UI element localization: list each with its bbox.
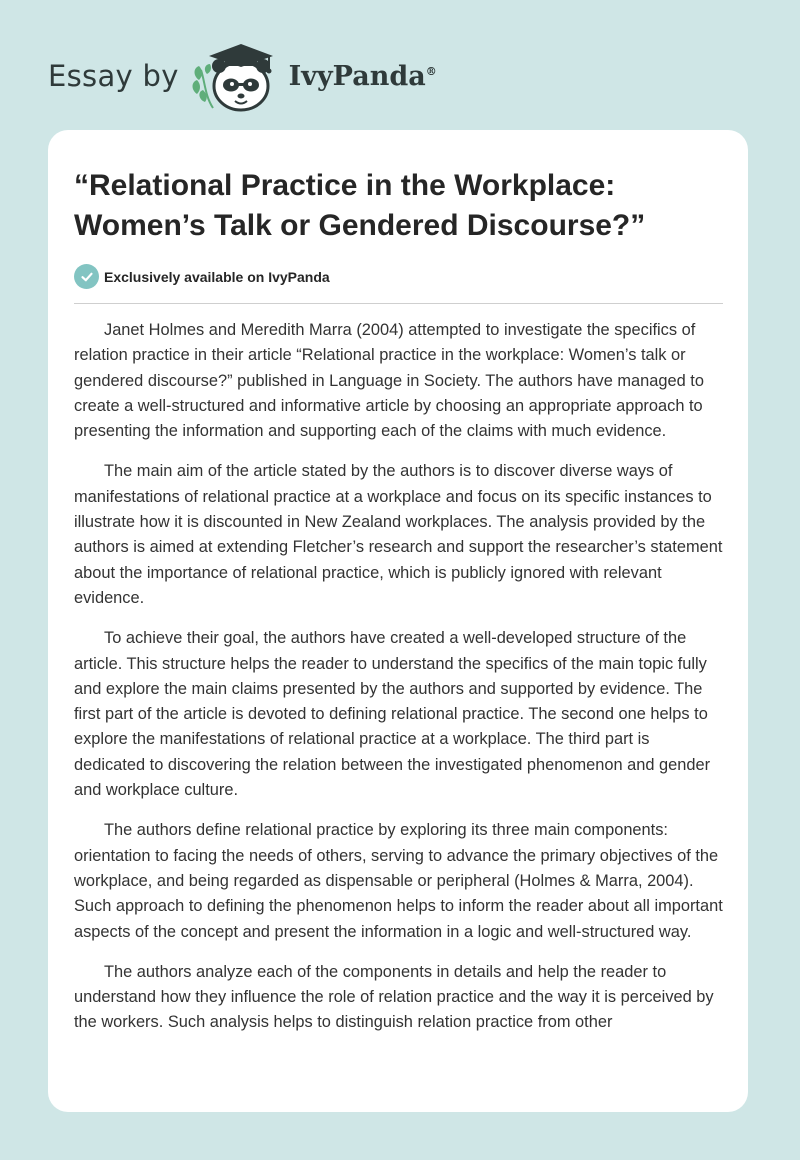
panda-logo-icon[interactable]: [191, 36, 287, 116]
paragraph: Janet Holmes and Meredith Marra (2004) attempted to investigate the specifics of relation practice in their article “Relational practice in the workplace: Women’s talk or gendered discourse?” published in Language in Society. The authors have managed to create a well-structured and informative article by choosing an appropriate approach to presenting the information and supporting each of the claims with much evidence.: [74, 321, 704, 441]
check-circle-icon: [74, 264, 99, 289]
paragraph: To achieve their goal, the authors have created a well-developed structure of the article. This structure helps the reader to understand the specifics of the main topic fully and explore the main claims presented by the authors and supported by evidence. The first part of the article is devoted to defining relational practice. The second one helps to explore the manifestations of relational practice at a workplace. The third part is dedicated to discovering the relation between the investigated phenomenon and gender and workplace culture.: [74, 629, 711, 800]
brand-name[interactable]: IvyPanda®: [288, 60, 437, 92]
essay-title: “Relational Practice in the Workplace: Women’s Talk or Gendered Discourse?”: [74, 169, 646, 242]
brand-header: [48, 36, 437, 116]
paragraph: The main aim of the article stated by the authors is to discover diverse ways of manifestations of relational practice at a workplace and focus on its specific instances to illustrate how it is discounted in New Zealand workplaces. The analysis provided by the authors is aimed at extending Fletcher’s research and support the researcher’s statement about the importance of relational practice, which is publicly ignored with relevant evidence.: [74, 462, 723, 607]
badge-text: Exclusively available on IvyPanda: [104, 268, 330, 285]
registered-mark: ®: [425, 64, 437, 78]
paragraph: The authors analyze each of the components in details and help the reader to understand how they influence the role of relation practice and the way it is perceived by the workers. Such analysis helps to distinguish relation practice from other: [74, 962, 714, 1032]
brand-prefix: Essay by: [48, 59, 179, 93]
essay-card: [48, 130, 748, 1112]
exclusive-badge: [74, 264, 330, 289]
essay-body: [74, 318, 724, 1051]
paragraph: The authors define relational practice by exploring its three main components: orientation to facing the needs of others, serving to advance the primary objectives of the workplace, and being regarded as dispensable or peripheral (Holmes & Marra, 2004). Such approach to defining the phenomenon helps to inform the reader about all important aspects of the concept and present the information in a logic and well-structured way.: [74, 821, 723, 941]
divider: [74, 303, 723, 304]
